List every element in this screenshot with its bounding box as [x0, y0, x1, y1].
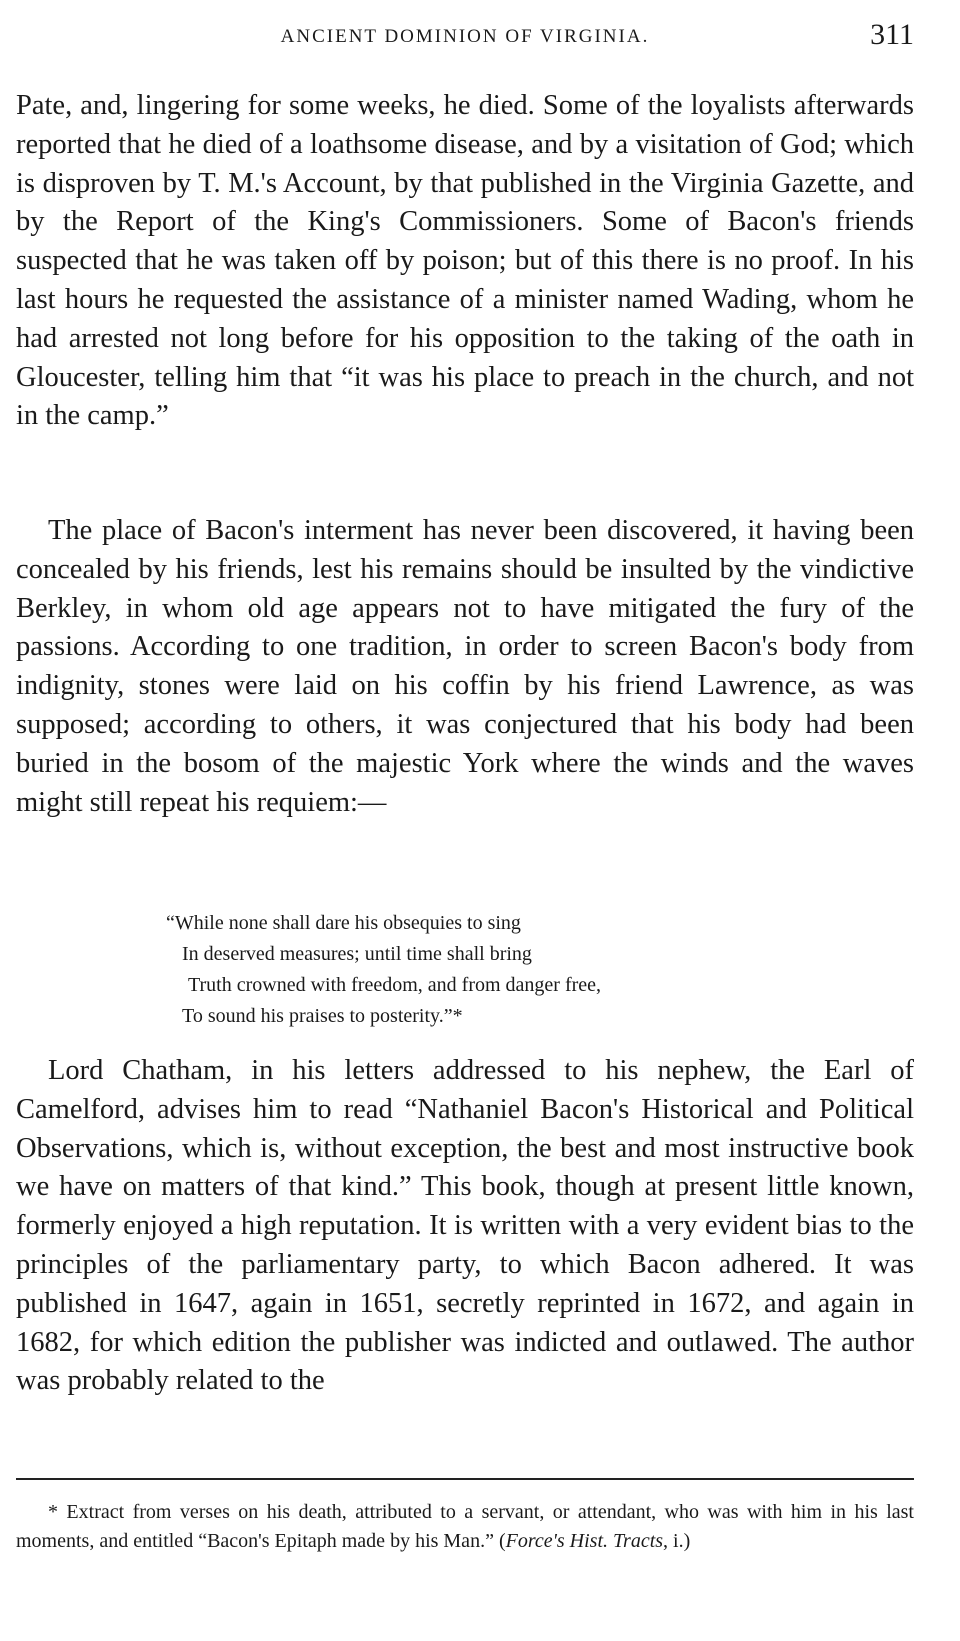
- verse-line: In deserved measures; until time shall bring: [182, 943, 532, 965]
- paragraph-text: Pate, and, lingering for some weeks, he died. Some of the loyalists afterwards reported that he died of a loathsome disease, and by a visitation of God; which is disproven by T. M.'s Account, by that published in the Virginia Gazette, and by the Report of the King's Commissioners. Some of Bacon's friends suspected that he was taken off by poison; but of this there is no proof. In his last hours he requested the assistance of a minister named Wading, whom he had arrested not long before for his opposition to the taking of the oath in Gloucester, telling him that “it was his place to preach in the church, and not in the camp.”: [16, 90, 914, 432]
- paragraph-continued: [16, 87, 914, 436]
- verse-line: To sound his praises to posterity.”*: [182, 1005, 463, 1027]
- footnote-divider: [16, 1478, 914, 1480]
- paragraph-interment: [16, 512, 914, 822]
- verse-line: Truth crowned with freedom, and from danger free,: [188, 974, 602, 996]
- footnote-citation-tail: , i.): [663, 1530, 691, 1552]
- running-head: [16, 18, 914, 54]
- footnote-text: * Extract from verses on his death, attributed to a servant, or attendant, who was with him in his last moments, and entitled “Bacon's Epitaph made by his Man.” (: [16, 1501, 914, 1552]
- epitaph-verse: [166, 908, 601, 1032]
- paragraph-text: Lord Chatham, in his letters addressed to his nephew, the Earl of Camelford, advises him to read “Nathaniel Bacon's Historical and Political Observations, which is, without exception, the best and most instructive book we have on matters of that kind.” This book, though at present little known, formerly enjoyed a high reputation. It is written with a very evident bias to the principles of the parliamentary party, to which Bacon adhered. It was published in 1647, again in 1651, secretly reprinted in 1672, and again in 1682, for which edition the publisher was indicted and outlawed. The author was probably related to the: [16, 1055, 914, 1397]
- running-title: ANCIENT DOMINION OF VIRGINIA.: [280, 26, 650, 47]
- paragraph-text: The place of Bacon's interment has never been discovered, it having been concealed by his friends, lest his remains should be insulted by the vindictive Berkley, in whom old age appears not to have mitigated the fury of the passions. According to one tradition, in order to screen Bacon's body from indignity, stones were laid on his coffin by his friend Lawrence, as was supposed; according to others, it was conjectured that his body had been buried in the bosom of the majestic York where the winds and the waves might still repeat his requiem:—: [16, 515, 914, 818]
- paragraph-chatham: [16, 1052, 914, 1401]
- verse-line: “While none shall dare his obsequies to sing: [166, 912, 521, 934]
- footnote-citation: Force's Hist. Tracts: [505, 1530, 664, 1552]
- page-number: 311: [870, 18, 914, 51]
- footnote: [16, 1498, 914, 1556]
